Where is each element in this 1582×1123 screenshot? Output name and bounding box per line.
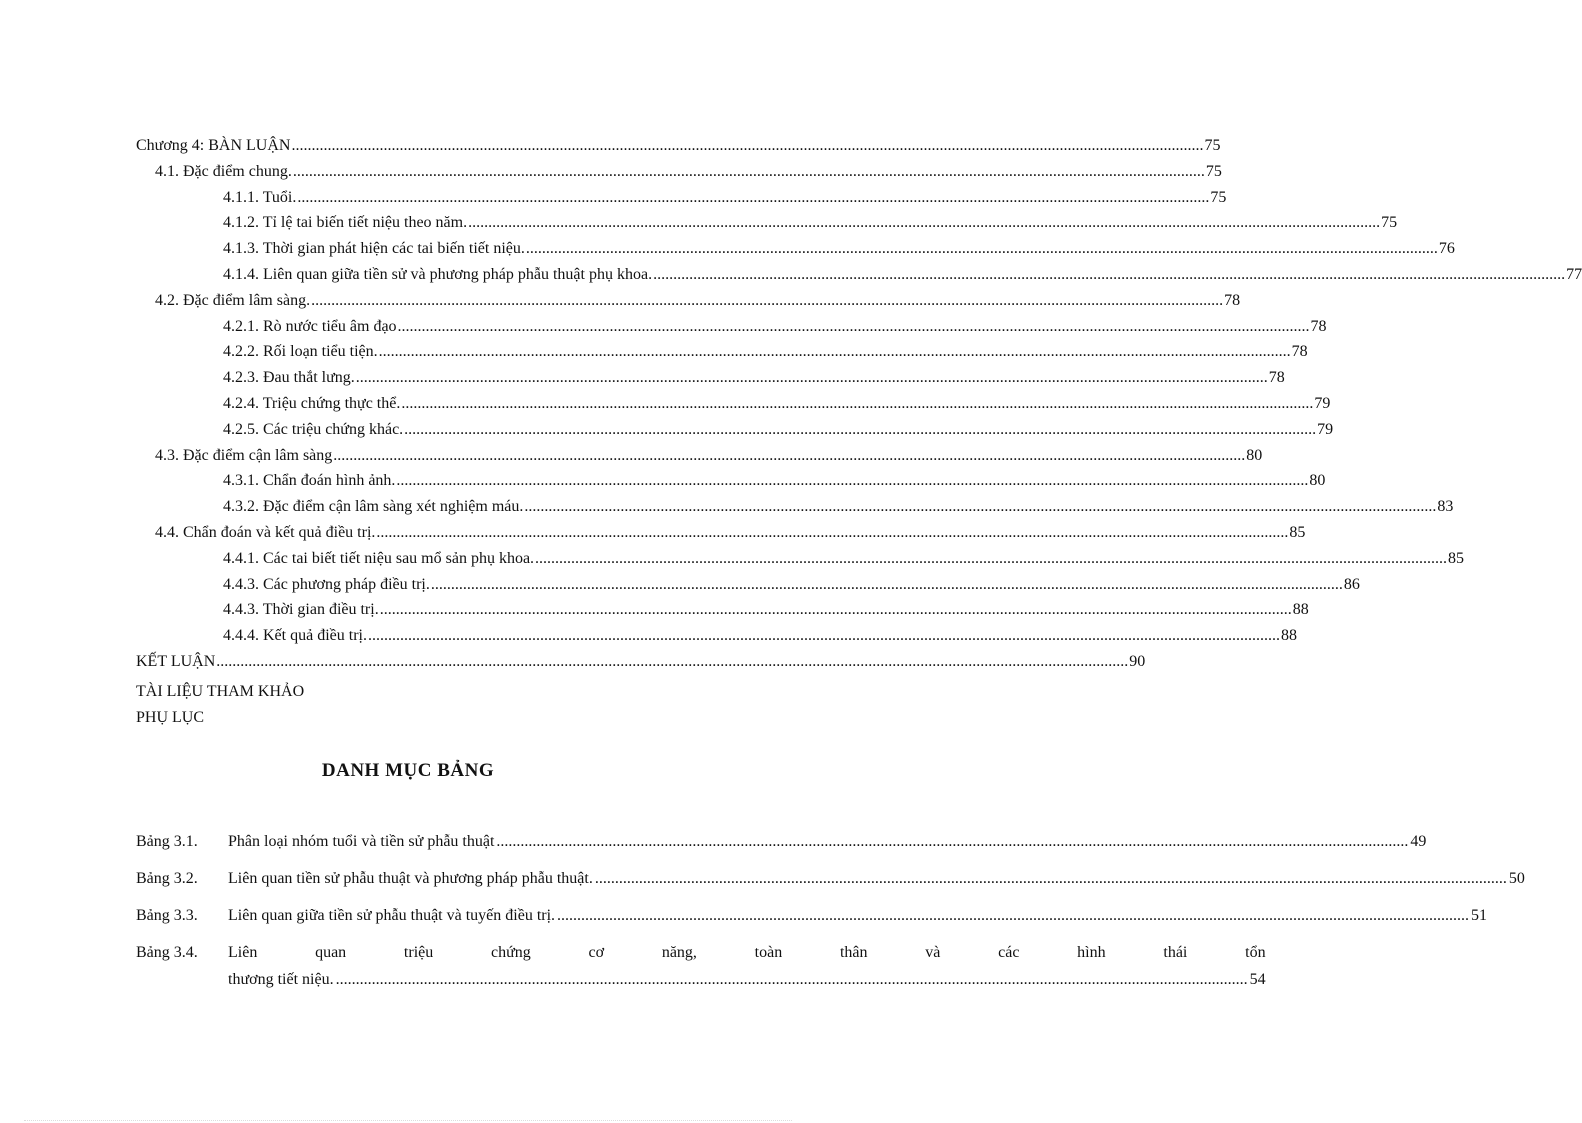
toc-entry-title: 4.2. Đặc điểm lâm sàng. [155,291,311,309]
toc-appendix[interactable]: PHỤ LỤC [136,709,205,726]
toc-entry-title: 4.2.4. Triệu chứng thực thể. [223,394,401,412]
toc-leader-dots [311,288,1223,314]
toc-entry[interactable] [136,494,1454,520]
table-page: 49 [1410,833,1427,850]
toc-entry[interactable] [136,159,1222,185]
toc-leader-dots [431,572,1343,598]
toc-entry[interactable] [136,546,1465,572]
table-label: Bảng 3.4. [136,944,198,961]
toc-entry[interactable] [136,649,1146,675]
toc-entry[interactable] [136,365,1285,391]
toc-entry-page: 79 [1317,420,1334,438]
toc-leader-dots [401,391,1313,417]
toc-leader-dots [216,649,1128,675]
toc-leader-dots [526,236,1438,262]
toc-entry[interactable] [136,314,1327,340]
toc-leader-dots [291,133,1203,159]
toc-leader-dots [396,468,1308,494]
toc-entry[interactable] [136,288,1241,314]
toc-entry-title: 4.3. Đặc điểm cận lâm sàng [155,446,333,464]
toc-entry[interactable] [136,443,1263,469]
toc-entry-page: 79 [1314,394,1331,412]
toc-entry[interactable] [136,417,1334,443]
toc-entry-title: 4.4.1. Các tai biết tiết niệu sau mổ sản phụ khoa. [223,549,535,567]
toc-entry-title: 4.3.1. Chẩn đoán hình ảnh. [223,472,396,490]
toc-entry[interactable] [136,572,1360,598]
toc-entry-title: 4.4.3. Thời gian điều trị. [223,601,379,619]
toc-entry-page: 85 [1448,549,1465,567]
toc-leader-dots [297,185,1209,211]
toc-leader-dots [404,417,1316,443]
table-page: 51 [1471,907,1488,924]
table-title: Liên quan giữa tiền sử phẫu thuật và tuyến điều trị. [228,907,556,924]
toc-leader-dots [333,443,1245,469]
toc-leader-dots [376,520,1288,546]
toc-leader-dots [380,597,1292,623]
toc-entry[interactable] [136,623,1297,649]
toc-leader-dots [379,339,1291,365]
table-of-contents [136,133,1582,675]
toc-leader-dots [468,210,1380,236]
table-leader-dots [336,966,1248,993]
toc-entry[interactable] [136,210,1398,236]
toc-entry-title: 4.4.4. Kết quả điều trị. [223,627,367,645]
table-label: Bảng 3.2. [136,870,198,887]
toc-entry[interactable] [136,339,1308,365]
table-page: 54 [1249,971,1266,988]
toc-entry-page: 75 [1204,137,1221,154]
toc-entry-page: 78 [1310,317,1327,335]
toc-leader-dots [356,365,1268,391]
toc-entry-title: 4.2.5. Các triệu chứng khác. [223,420,404,438]
toc-leader-dots [293,159,1205,185]
toc-entry-page: 78 [1224,291,1241,309]
table-list-entry[interactable] [136,865,1525,892]
toc-entry-page: 75 [1381,214,1398,232]
toc-leader-dots [524,494,1436,520]
toc-references[interactable]: TÀI LIỆU THAM KHẢO [136,683,305,700]
toc-entry[interactable] [136,391,1331,417]
toc-entry-page: 80 [1309,472,1326,490]
toc-entry-title: 4.1.1. Tuổi. [223,188,297,206]
toc-entry[interactable] [136,262,1582,288]
table-title: Liên quan triệu chứng cơ năng, toàn thân và các hình thái tổn [228,944,1266,961]
toc-entry-page: 77 [1566,265,1582,283]
table-list-entry[interactable] [136,939,1266,993]
toc-entry-title: 4.1. Đặc điểm chung. [155,162,292,180]
toc-entry-title: 4.2.2. Rối loạn tiểu tiện. [223,343,378,361]
toc-entry-title: 4.1.3. Thời gian phát hiện các tai biến tiết niệu. [223,240,525,258]
toc-entry-page: 78 [1268,369,1285,387]
page-bottom-rule [24,1120,792,1121]
table-title: Phân loại nhóm tuổi và tiền sử phẫu thuật [228,833,495,850]
table-title: Liên quan tiền sử phẫu thuật và phương pháp phẫu thuật. [228,870,593,887]
table-title-continued: thương tiết niệu. [228,971,334,988]
table-page: 50 [1508,870,1525,887]
toc-entry[interactable] [136,468,1326,494]
table-list-entry[interactable] [136,828,1427,855]
table-list-entry[interactable] [136,902,1488,929]
toc-entry-page: 90 [1129,652,1146,670]
toc-entry-page: 76 [1438,240,1455,258]
toc-entry-title: KẾT LUẬN [136,652,216,670]
toc-entry-page: 88 [1280,627,1297,645]
toc-entry[interactable] [136,236,1455,262]
toc-entry-page: 80 [1246,446,1263,464]
toc-entry-title: 4.2.1. Rò nước tiểu âm đạo [223,317,397,335]
toc-entry-page: 88 [1292,601,1309,619]
toc-entry-title: Chương 4: BÀN LUẬN [136,137,291,154]
toc-entry[interactable] [136,520,1306,546]
toc-entry-page: 75 [1205,162,1222,180]
toc-entry[interactable] [136,597,1309,623]
tables-list-heading: DANH MỤC BẢNG [321,760,495,781]
toc-entry[interactable] [136,185,1227,211]
toc-entry-title: 4.1.4. Liên quan giữa tiền sử và phương pháp phẫu thuật phụ khoa. [223,265,653,283]
toc-entry[interactable] [136,133,1221,159]
toc-entry-page: 83 [1437,498,1454,516]
toc-leader-dots [368,623,1280,649]
toc-entry-page: 75 [1210,188,1227,206]
toc-entry-page: 85 [1289,523,1306,541]
table-leader-dots [557,902,1469,929]
toc-leader-dots [653,262,1565,288]
toc-entry-page: 86 [1343,575,1360,593]
toc-entry-title: 4.4.3. Các phương pháp điều trị. [223,575,430,593]
toc-entry-title: 4.4. Chẩn đoán và kết quả điều trị. [155,523,376,541]
toc-leader-dots [535,546,1447,572]
table-leader-dots [595,865,1507,892]
toc-entry-page: 78 [1291,343,1308,361]
table-leader-dots [496,828,1408,855]
table-label: Bảng 3.3. [136,907,198,924]
toc-entry-title: 4.3.2. Đặc điểm cận lâm sàng xét nghiệm máu. [223,498,524,516]
tables-list [136,828,1525,1003]
toc-leader-dots [398,314,1310,340]
toc-entry-title: 4.1.2. Tỉ lệ tai biến tiết niệu theo năm. [223,214,468,232]
toc-entry-title: 4.2.3. Đau thắt lưng. [223,369,355,387]
table-label: Bảng 3.1. [136,833,198,850]
